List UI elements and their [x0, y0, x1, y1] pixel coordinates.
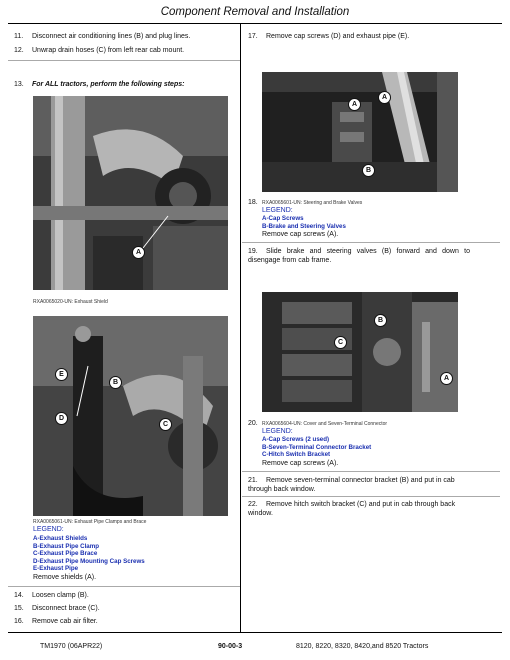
page-title: Component Removal and Installation: [160, 6, 350, 18]
step-20: 20.: [248, 420, 258, 427]
callout-e: E: [55, 368, 68, 381]
legend-item: B-Exhaust Pipe Clamp: [33, 542, 100, 550]
figure-caption: RXA0065020-UN: Exhaust Shield: [33, 299, 108, 305]
footer-page-number: 90-00-3: [218, 643, 243, 650]
step-separator: [242, 242, 500, 243]
instruction-text: Remove shields (A).: [33, 574, 97, 581]
legend-item: A-Exhaust Shields: [33, 535, 88, 542]
figure-caption: RXA0065604-UN: Cover and Seven-Terminal Connector: [262, 421, 388, 427]
step-12: 12. Unwrap drain hoses (C) from left rear cab mount.: [14, 47, 185, 54]
step-13: 13. For ALL tractors, perform the following steps:: [14, 81, 185, 88]
legend-item: B-Brake and Steering Valves: [262, 222, 346, 230]
legend-item: C-Hitch Switch Bracket: [262, 451, 331, 459]
footer-doc-id: TM1970 (06APR22): [40, 643, 103, 650]
footer-models: 8120, 8220, 8320, 8420,and 8520 Tractors: [296, 643, 429, 650]
callout-b: B: [109, 376, 122, 389]
column-divider: [240, 24, 241, 632]
step-22: 22. Remove hitch switch bracket (C) and put in cab through back window.: [248, 501, 456, 517]
legend-title: LEGEND:: [262, 207, 293, 214]
step-11: 11. Disconnect air conditioning lines (B) and plug lines.: [14, 33, 191, 40]
step-21: 21. Remove seven-terminal connector bracket (B) and put in cab through back window.: [248, 477, 455, 493]
figure-caption: RXA0065601-UN: Steering and Brake Valves: [262, 200, 363, 206]
step-separator: [242, 496, 500, 497]
brake-valves-photo: [262, 72, 458, 192]
step-15: 15. Disconnect brace (C).: [14, 605, 100, 612]
legend-list: [262, 436, 482, 459]
header-rule: [8, 23, 502, 24]
step-17: 17. Remove cap screws (D) and exhaust pipe (E).: [248, 33, 410, 40]
callout-a: A: [440, 372, 453, 385]
callout-c: C: [334, 336, 347, 349]
step-separator: [8, 586, 240, 587]
step-19: 19. Slide brake and steering valves (B) forward and down to disengage from cab frame.: [248, 248, 470, 264]
step-16: 16. Remove cab air filter.: [14, 618, 98, 625]
legend-title: LEGEND:: [262, 428, 293, 435]
figure-caption: RXA0065061-UN: Exhaust Pipe Clamps and Brace: [33, 519, 147, 525]
callout-d: D: [55, 412, 68, 425]
callout-a: A: [132, 246, 145, 259]
step-separator: [8, 60, 240, 61]
instruction-text: Remove cap screws (A).: [262, 231, 339, 238]
legend-item: B-Seven-Terminal Connector Bracket: [262, 443, 372, 451]
callout-c: C: [159, 418, 172, 431]
legend-list: [33, 535, 233, 573]
legend-title: LEGEND:: [33, 526, 64, 533]
exhaust-pipe-photo: [33, 316, 228, 516]
legend-item: A-Cap Screws (2 used): [262, 436, 330, 443]
step-18: 18.: [248, 199, 258, 206]
legend-item: D-Exhaust Pipe Mounting Cap Screws: [33, 557, 145, 565]
instruction-text: Remove cap screws (A).: [262, 460, 339, 467]
legend-item: E-Exhaust Pipe: [33, 565, 79, 573]
legend-list: [262, 215, 462, 230]
callout-b: B: [374, 314, 387, 327]
step-separator: [242, 471, 500, 472]
callout-a: A: [348, 98, 361, 111]
connector-photo: [262, 292, 458, 412]
callout-a: A: [378, 91, 391, 104]
footer-rule: [8, 632, 502, 633]
legend-item: C-Exhaust Pipe Brace: [33, 550, 98, 558]
step-14: 14. Loosen clamp (B).: [14, 592, 89, 599]
callout-b: B: [362, 164, 375, 177]
legend-item: A-Cap Screws: [262, 215, 304, 222]
exhaust-shield-photo: [33, 96, 228, 290]
